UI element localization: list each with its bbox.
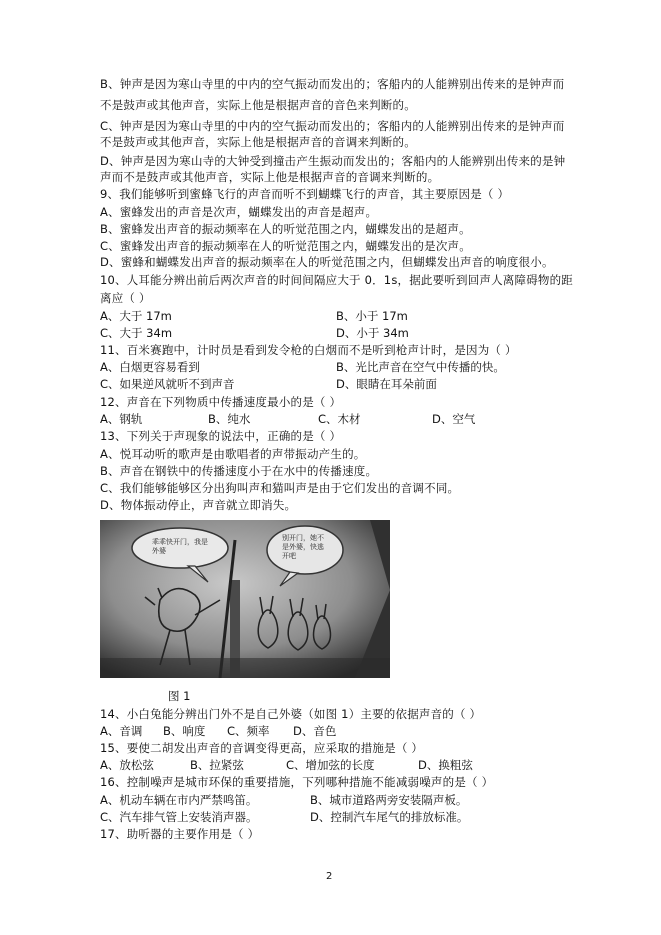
q8-option-d-line1: D、钟声是因为寒山寺的大钟受到撞击产生振动而发出的；客船内的人能辨别出传来的是钟 [100, 154, 566, 168]
q12-option-a: A、钢轨 [100, 412, 143, 426]
speech-text-left: 乖乖快开门，我是外婆 [152, 538, 208, 555]
q10-option-d: D、小于 34m [336, 326, 409, 340]
q8-option-c-line2: 不是鼓声或其他声音，实际上他是根据声音的音调来判断的。 [100, 135, 416, 149]
q14-option-c: C、频率 [227, 724, 270, 738]
q14-option-a: A、音调 [100, 724, 143, 738]
question-12: 12、声音在下列物质中传播速度最小的是（ ） [100, 395, 342, 409]
q8-option-b-line1: B、钟声是因为寒山寺里的中内的空气振动而发出的；客船内的人能辨别出传来的是钟声而 [100, 77, 565, 91]
question-13: 13、下列关于声现象的说法中，正确的是（ ） [100, 429, 342, 443]
q13-option-b: B、声音在钢铁中的传播速度小于在水中的传播速度。 [100, 464, 378, 478]
q11-option-c: C、如果逆风就听不到声音 [100, 377, 235, 391]
q11-option-a: A、白烟更容易看到 [100, 360, 200, 374]
q15-option-b: B、拉紧弦 [190, 758, 244, 772]
q11-option-b: B、光比声音在空气中传播的快。 [336, 360, 505, 374]
question-14: 14、小白兔能分辨出门外不是自己外婆（如图 1）主要的依据声音的（ ） [100, 707, 482, 721]
question-10: 10、人耳能分辨出前后两次声音的时间间隔应大于 0．1s，据此要听到回声人离障碍物的距 [100, 273, 574, 287]
q16-option-b: B、城市道路两旁安装隔声板。 [310, 793, 468, 807]
cartoon-illustration [100, 520, 390, 678]
q15-option-a: A、放松弦 [100, 758, 154, 772]
q10-option-c: C、大于 34m [100, 326, 173, 340]
q14-option-b: B、响度 [163, 724, 206, 738]
q16-option-d: D、控制汽车尾气的排放标准。 [310, 810, 469, 824]
q12-option-c: C、木材 [318, 412, 361, 426]
q13-option-d: D、物体振动停止，声音就立即消失。 [100, 498, 297, 512]
q12-option-b: B、纯水 [208, 412, 251, 426]
q8-option-d-line2: 声而不是鼓声或其他声音，实际上他是根据声音的音调来判断的。 [100, 170, 440, 184]
q13-option-c: C、我们能够能够区分出狗叫声和猫叫声是由于它们发出的音调不同。 [100, 481, 460, 495]
q14-option-d: D、音色 [293, 724, 337, 738]
question-16: 16、控制噪声是城市环保的重要措施，下列哪种措施不能减弱噪声的是（ ） [100, 775, 494, 789]
question-9: 9、我们能够听到蜜蜂飞行的声音而听不到蝴蝶飞行的声音，其主要原因是（ ） [100, 187, 510, 201]
q9-option-c: C、蜜蜂发出声音的振动频率在人的听觉范围之内，蝴蝶发出的是次声。 [100, 239, 471, 253]
question-10-cont: 离应（ ） [100, 291, 151, 305]
figure-1-cartoon-photo [100, 520, 390, 678]
q13-option-a: A、悦耳动听的歌声是由歌唱者的声带振动产生的。 [100, 447, 366, 461]
q15-option-d: D、换粗弦 [418, 758, 473, 772]
q10-option-a: A、大于 17m [100, 309, 172, 323]
q8-option-b-line2: 不是鼓声或其他声音，实际上他是根据声音的音色来判断的。 [100, 98, 416, 112]
speech-text-right: 别开门，她不是外婆，快逃开吧 [282, 534, 324, 560]
question-15: 15、要使二胡发出声音的音调变得更高，应采取的措施是（ ） [100, 741, 424, 755]
q15-option-c: C、增加弦的长度 [286, 758, 375, 772]
question-17: 17、助听器的主要作用是（ ） [100, 827, 260, 841]
q8-option-c-line1: C、钟声是因为寒山寺里的中内的空气振动而发出的；客船内的人能辨别出传来的是钟声而 [100, 119, 565, 133]
q12-option-d: D、空气 [432, 412, 476, 426]
figure-caption: 图 1 [168, 689, 191, 703]
question-11: 11、百米赛跑中，计时员是看到发令枪的白烟而不是听到枪声计时，是因为（ ） [100, 343, 517, 357]
q10-option-b: B、小于 17m [336, 309, 408, 323]
q16-option-c: C、汽车排气管上安装消声器。 [100, 810, 258, 824]
q11-option-d: D、眼睛在耳朵前面 [336, 377, 437, 391]
q9-option-d: D、蜜蜂和蝴蝶发出声音的振动频率在人的听觉范围之内，但蝴蝶发出声音的响度很小。 [100, 255, 554, 269]
q9-option-b: B、蜜蜂发出声音的振动频率在人的听觉范围之内，蝴蝶发出的是超声。 [100, 222, 471, 236]
page-number: 2 [326, 871, 333, 882]
q9-option-a: A、蜜蜂发出的声音是次声，蝴蝶发出的声音是超声。 [100, 205, 378, 219]
q16-option-a: A、机动车辆在市内严禁鸣笛。 [100, 793, 258, 807]
